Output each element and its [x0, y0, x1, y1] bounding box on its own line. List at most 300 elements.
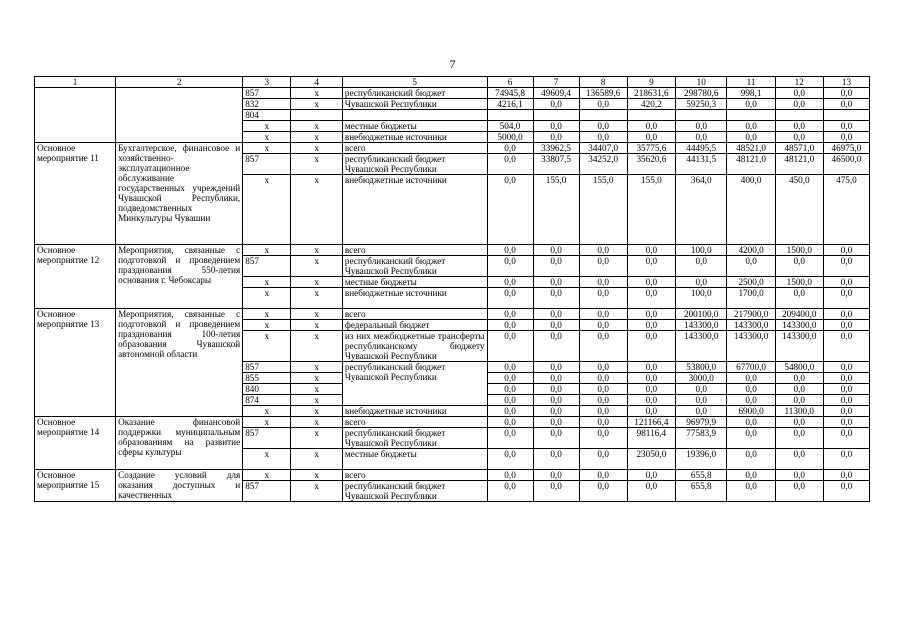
- value-cell: 0,0: [627, 121, 675, 132]
- value-cell: 48571,0: [775, 143, 823, 154]
- table-row: [35, 417, 870, 428]
- value-cell: 77583,9: [675, 428, 727, 449]
- event-desc-cell: [116, 88, 243, 143]
- value-cell: 0,0: [823, 373, 869, 384]
- value-cell: 0,0: [823, 277, 869, 288]
- value-cell: 0,0: [533, 481, 579, 502]
- value-cell: 0,0: [533, 449, 579, 470]
- value-cell: 0,0: [487, 256, 533, 277]
- value-cell: 0,0: [487, 143, 533, 154]
- value-cell: 1500,0: [775, 245, 823, 256]
- source-cell: внебюджетные источники: [342, 406, 487, 417]
- value-cell: 143300,0: [727, 331, 775, 362]
- source-cell: местные бюджеты: [342, 449, 487, 470]
- value-cell: 0,0: [627, 406, 675, 417]
- value-cell: 44495,5: [675, 143, 727, 154]
- source-cell: республиканский бюджет Чувашской Республики: [342, 428, 487, 449]
- value-cell: 121166,4: [627, 417, 675, 428]
- value-cell: 0,0: [487, 449, 533, 470]
- value-cell: 0,0: [823, 309, 869, 320]
- value-cell: 0,0: [775, 481, 823, 502]
- value-cell: 0,0: [487, 245, 533, 256]
- grbs-cell: 804: [243, 110, 291, 121]
- value-cell: 74945,8: [487, 88, 533, 99]
- grbs-cell: x: [243, 470, 291, 481]
- grbs-cell: 857: [243, 256, 291, 277]
- value-cell: 0,0: [579, 373, 627, 384]
- value-cell: 0,0: [775, 121, 823, 132]
- value-cell: 0,0: [487, 384, 533, 395]
- value-cell: 0,0: [775, 373, 823, 384]
- value-cell: 0,0: [533, 384, 579, 395]
- value-cell: 0,0: [579, 320, 627, 331]
- value-cell: 0,0: [727, 481, 775, 502]
- value-cell: 0,0: [823, 470, 869, 481]
- col-header: 10: [675, 77, 727, 88]
- grbs-cell: x: [243, 277, 291, 288]
- value-cell: 0,0: [487, 362, 533, 373]
- value-cell: 0,0: [823, 256, 869, 277]
- value-cell: 143300,0: [775, 320, 823, 331]
- value-cell: 0,0: [627, 470, 675, 481]
- code-cell: x: [291, 417, 343, 428]
- value-cell: 0,0: [627, 320, 675, 331]
- value-cell: 0,0: [727, 121, 775, 132]
- source-cell: республиканский бюджет Чувашской Республики: [342, 362, 487, 406]
- grbs-cell: x: [243, 288, 291, 309]
- value-cell: 217900,0: [727, 309, 775, 320]
- value-cell: 0,0: [775, 470, 823, 481]
- value-cell: 0,0: [579, 481, 627, 502]
- value-cell: 155,0: [533, 175, 579, 245]
- event-name-cell: Основное мероприятие 15: [35, 470, 116, 502]
- code-cell: x: [291, 288, 343, 309]
- source-cell: всего: [342, 417, 487, 428]
- grbs-cell: 855: [243, 373, 291, 384]
- value-cell: 34252,0: [579, 154, 627, 175]
- value-cell: 0,0: [579, 384, 627, 395]
- code-cell: x: [291, 449, 343, 470]
- col-header: 1: [35, 77, 116, 88]
- value-cell: [627, 110, 675, 121]
- value-cell: 0,0: [533, 417, 579, 428]
- value-cell: 0,0: [579, 428, 627, 449]
- event-name-cell: Основное мероприятие 11: [35, 143, 116, 245]
- table-row: [35, 88, 870, 99]
- value-cell: 0,0: [533, 99, 579, 110]
- grbs-cell: x: [243, 143, 291, 154]
- value-cell: 49609,4: [533, 88, 579, 99]
- code-cell: x: [291, 245, 343, 256]
- value-cell: 5000,0: [487, 132, 533, 143]
- value-cell: 1700,0: [727, 288, 775, 309]
- value-cell: 0,0: [823, 245, 869, 256]
- value-cell: 34407,0: [579, 143, 627, 154]
- source-cell: внебюджетные источники: [342, 288, 487, 309]
- event-name-cell: [35, 88, 116, 143]
- value-cell: 0,0: [487, 428, 533, 449]
- value-cell: 0,0: [579, 99, 627, 110]
- value-cell: 3000,0: [675, 373, 727, 384]
- value-cell: [823, 110, 869, 121]
- value-cell: 0,0: [775, 428, 823, 449]
- value-cell: 0,0: [775, 384, 823, 395]
- source-cell: республиканский бюджет: [342, 88, 487, 99]
- code-cell: x: [291, 384, 343, 395]
- value-cell: 96979,9: [675, 417, 727, 428]
- table-row: [35, 245, 870, 256]
- value-cell: 67700,0: [727, 362, 775, 373]
- value-cell: 0,0: [675, 406, 727, 417]
- value-cell: 1500,0: [775, 277, 823, 288]
- col-header: 9: [627, 77, 675, 88]
- value-cell: 0,0: [727, 449, 775, 470]
- value-cell: 0,0: [579, 449, 627, 470]
- value-cell: 143300,0: [727, 320, 775, 331]
- value-cell: 0,0: [727, 428, 775, 449]
- value-cell: 19396,0: [675, 449, 727, 470]
- value-cell: 0,0: [627, 373, 675, 384]
- grbs-cell: 874: [243, 395, 291, 406]
- value-cell: 59250,3: [675, 99, 727, 110]
- value-cell: 0,0: [775, 88, 823, 99]
- code-cell: x: [291, 406, 343, 417]
- grbs-cell: x: [243, 309, 291, 320]
- value-cell: 0,0: [533, 331, 579, 362]
- code-cell: x: [291, 331, 343, 362]
- value-cell: 0,0: [823, 428, 869, 449]
- value-cell: 298780,6: [675, 88, 727, 99]
- budget-table: [34, 76, 870, 502]
- value-cell: 0,0: [533, 362, 579, 373]
- value-cell: 655,8: [675, 470, 727, 481]
- value-cell: 0,0: [775, 256, 823, 277]
- value-cell: 0,0: [627, 256, 675, 277]
- value-cell: 0,0: [487, 470, 533, 481]
- value-cell: 0,0: [533, 288, 579, 309]
- value-cell: [487, 110, 533, 121]
- value-cell: 48121,0: [727, 154, 775, 175]
- value-cell: 0,0: [579, 406, 627, 417]
- code-cell: x: [291, 256, 343, 277]
- grbs-cell: 832: [243, 99, 291, 110]
- value-cell: 0,0: [533, 256, 579, 277]
- value-cell: [533, 110, 579, 121]
- value-cell: 0,0: [775, 417, 823, 428]
- grbs-cell: x: [243, 449, 291, 470]
- value-cell: 100,0: [675, 288, 727, 309]
- value-cell: 136589,6: [579, 88, 627, 99]
- value-cell: 0,0: [627, 277, 675, 288]
- value-cell: 0,0: [579, 245, 627, 256]
- value-cell: 0,0: [627, 331, 675, 362]
- header-row: [35, 77, 870, 88]
- code-cell: x: [291, 121, 343, 132]
- value-cell: 400,0: [727, 175, 775, 245]
- col-header: 7: [533, 77, 579, 88]
- value-cell: 450,0: [775, 175, 823, 245]
- value-cell: 0,0: [823, 481, 869, 502]
- value-cell: 655,8: [675, 481, 727, 502]
- value-cell: 0,0: [533, 132, 579, 143]
- code-cell: x: [291, 309, 343, 320]
- source-cell: внебюджетные источники: [342, 175, 487, 245]
- col-header: 11: [727, 77, 775, 88]
- value-cell: 0,0: [823, 121, 869, 132]
- value-cell: 0,0: [823, 132, 869, 143]
- value-cell: 200100,0: [675, 309, 727, 320]
- col-header: 2: [116, 77, 243, 88]
- value-cell: 0,0: [579, 121, 627, 132]
- value-cell: 0,0: [823, 395, 869, 406]
- table-row: [35, 143, 870, 154]
- value-cell: 0,0: [675, 277, 727, 288]
- source-cell: всего: [342, 245, 487, 256]
- source-cell: [342, 110, 487, 121]
- grbs-cell: 857: [243, 481, 291, 502]
- value-cell: 0,0: [487, 309, 533, 320]
- col-header: 3: [243, 77, 291, 88]
- value-cell: 0,0: [579, 309, 627, 320]
- grbs-cell: 857: [243, 428, 291, 449]
- code-cell: x: [291, 143, 343, 154]
- value-cell: 0,0: [775, 132, 823, 143]
- event-desc-cell: Оказание финансовой поддержки муниципальным образованиям на развитие сферы культуры: [116, 417, 243, 470]
- value-cell: 0,0: [823, 384, 869, 395]
- value-cell: 0,0: [487, 406, 533, 417]
- code-cell: x: [291, 154, 343, 175]
- event-desc-cell: Бухгалтерское, финансовое и хозяйственно-эксплуатационное обслуживание государственных учреждений Чувашской Республики, подведомственных Минкультуры Чувашии: [116, 143, 243, 245]
- code-cell: x: [291, 362, 343, 373]
- value-cell: 35620,6: [627, 154, 675, 175]
- value-cell: [579, 110, 627, 121]
- value-cell: 155,0: [579, 175, 627, 245]
- grbs-cell: 857: [243, 88, 291, 99]
- value-cell: 33962,5: [533, 143, 579, 154]
- value-cell: 0,0: [775, 449, 823, 470]
- value-cell: 0,0: [675, 121, 727, 132]
- value-cell: 998,1: [727, 88, 775, 99]
- source-cell: федеральный бюджет: [342, 320, 487, 331]
- value-cell: 0,0: [675, 395, 727, 406]
- value-cell: 504,0: [487, 121, 533, 132]
- value-cell: 143300,0: [775, 331, 823, 362]
- value-cell: 0,0: [675, 384, 727, 395]
- grbs-cell: x: [243, 245, 291, 256]
- code-cell: x: [291, 88, 343, 99]
- value-cell: 0,0: [823, 288, 869, 309]
- value-cell: 0,0: [579, 395, 627, 406]
- value-cell: 0,0: [487, 288, 533, 309]
- value-cell: 0,0: [579, 132, 627, 143]
- grbs-cell: x: [243, 121, 291, 132]
- value-cell: 475,0: [823, 175, 869, 245]
- grbs-cell: 840: [243, 384, 291, 395]
- value-cell: 0,0: [823, 320, 869, 331]
- value-cell: 0,0: [823, 406, 869, 417]
- value-cell: 0,0: [627, 288, 675, 309]
- code-cell: [291, 110, 343, 121]
- value-cell: 0,0: [533, 277, 579, 288]
- value-cell: 0,0: [823, 331, 869, 362]
- col-header: 5: [342, 77, 487, 88]
- value-cell: 6900,0: [727, 406, 775, 417]
- value-cell: 0,0: [533, 320, 579, 331]
- value-cell: 33807,5: [533, 154, 579, 175]
- code-cell: x: [291, 428, 343, 449]
- value-cell: 0,0: [533, 121, 579, 132]
- value-cell: 4216,1: [487, 99, 533, 110]
- value-cell: 218631,6: [627, 88, 675, 99]
- value-cell: 143300,0: [675, 320, 727, 331]
- value-cell: 100,0: [675, 245, 727, 256]
- table-row: [35, 470, 870, 481]
- grbs-cell: x: [243, 331, 291, 362]
- grbs-cell: x: [243, 175, 291, 245]
- value-cell: 0,0: [579, 256, 627, 277]
- value-cell: 54800,0: [775, 362, 823, 373]
- value-cell: 364,0: [675, 175, 727, 245]
- grbs-cell: x: [243, 320, 291, 331]
- code-cell: x: [291, 175, 343, 245]
- value-cell: 0,0: [579, 331, 627, 362]
- value-cell: 0,0: [487, 481, 533, 502]
- value-cell: 0,0: [487, 395, 533, 406]
- value-cell: 0,0: [533, 395, 579, 406]
- event-name-cell: Основное мероприятие 13: [35, 309, 116, 417]
- value-cell: 0,0: [579, 470, 627, 481]
- grbs-cell: x: [243, 132, 291, 143]
- value-cell: 0,0: [627, 245, 675, 256]
- value-cell: 2500,0: [727, 277, 775, 288]
- value-cell: 0,0: [727, 384, 775, 395]
- grbs-cell: x: [243, 406, 291, 417]
- value-cell: [775, 110, 823, 121]
- value-cell: 420,2: [627, 99, 675, 110]
- value-cell: 0,0: [727, 395, 775, 406]
- value-cell: 209400,0: [775, 309, 823, 320]
- value-cell: 0,0: [627, 309, 675, 320]
- value-cell: 0,0: [579, 417, 627, 428]
- value-cell: 0,0: [627, 395, 675, 406]
- value-cell: 0,0: [487, 154, 533, 175]
- value-cell: 0,0: [487, 277, 533, 288]
- event-desc-cell: Создание условий для оказания доступных и качественных: [116, 470, 243, 502]
- value-cell: 0,0: [579, 288, 627, 309]
- value-cell: [675, 110, 727, 121]
- event-desc-cell: Мероприятия, связанные с подготовкой и проведением празднования 100-летия образования Чувашской автономной области: [116, 309, 243, 417]
- grbs-cell: 857: [243, 362, 291, 373]
- code-cell: x: [291, 320, 343, 331]
- event-desc-cell: Мероприятия, связанные с подготовкой и проведением празднования 550-летия основания г. Чебоксары: [116, 245, 243, 309]
- value-cell: 0,0: [727, 373, 775, 384]
- value-cell: 0,0: [823, 417, 869, 428]
- value-cell: 0,0: [533, 309, 579, 320]
- value-cell: 46500,0: [823, 154, 869, 175]
- value-cell: 0,0: [627, 384, 675, 395]
- source-cell: республиканский бюджет Чувашской Республики: [342, 481, 487, 502]
- value-cell: 0,0: [579, 362, 627, 373]
- col-header: 4: [291, 77, 343, 88]
- value-cell: 48121,0: [775, 154, 823, 175]
- value-cell: [727, 110, 775, 121]
- value-cell: 53800,0: [675, 362, 727, 373]
- value-cell: 0,0: [487, 175, 533, 245]
- value-cell: 0,0: [533, 406, 579, 417]
- value-cell: 46975,0: [823, 143, 869, 154]
- value-cell: 0,0: [533, 470, 579, 481]
- value-cell: 0,0: [823, 99, 869, 110]
- value-cell: 0,0: [675, 256, 727, 277]
- table-row: [35, 309, 870, 320]
- value-cell: 98116,4: [627, 428, 675, 449]
- value-cell: 155,0: [627, 175, 675, 245]
- value-cell: 0,0: [579, 277, 627, 288]
- page-number: 7: [449, 57, 456, 71]
- grbs-cell: x: [243, 417, 291, 428]
- code-cell: x: [291, 481, 343, 502]
- source-cell: из них межбюджетные трансферты республиканскому бюджету Чувашской Республики: [342, 331, 487, 362]
- value-cell: 0,0: [627, 481, 675, 502]
- source-cell: внебюджетные источники: [342, 132, 487, 143]
- value-cell: 0,0: [775, 288, 823, 309]
- value-cell: 0,0: [533, 373, 579, 384]
- source-cell: всего: [342, 470, 487, 481]
- source-cell: местные бюджеты: [342, 277, 487, 288]
- source-cell: всего: [342, 143, 487, 154]
- source-cell: местные бюджеты: [342, 121, 487, 132]
- value-cell: 0,0: [487, 320, 533, 331]
- value-cell: 0,0: [627, 362, 675, 373]
- source-cell: Чувашской Республики: [342, 99, 487, 110]
- value-cell: 0,0: [727, 99, 775, 110]
- col-header: 6: [487, 77, 533, 88]
- value-cell: 0,0: [487, 417, 533, 428]
- value-cell: 0,0: [487, 331, 533, 362]
- value-cell: 0,0: [775, 99, 823, 110]
- code-cell: x: [291, 99, 343, 110]
- value-cell: 0,0: [675, 132, 727, 143]
- value-cell: 23050,0: [627, 449, 675, 470]
- value-cell: 0,0: [533, 245, 579, 256]
- value-cell: 0,0: [727, 256, 775, 277]
- value-cell: 11300,0: [775, 406, 823, 417]
- col-header: 13: [823, 77, 869, 88]
- grbs-cell: 857: [243, 154, 291, 175]
- value-cell: 0,0: [823, 449, 869, 470]
- value-cell: 0,0: [775, 395, 823, 406]
- code-cell: x: [291, 470, 343, 481]
- code-cell: x: [291, 373, 343, 384]
- code-cell: x: [291, 277, 343, 288]
- value-cell: 0,0: [823, 362, 869, 373]
- value-cell: 0,0: [533, 428, 579, 449]
- event-name-cell: Основное мероприятие 14: [35, 417, 116, 470]
- value-cell: 35775,6: [627, 143, 675, 154]
- value-cell: 0,0: [727, 132, 775, 143]
- value-cell: 0,0: [727, 417, 775, 428]
- value-cell: 0,0: [627, 132, 675, 143]
- source-cell: всего: [342, 309, 487, 320]
- value-cell: 4200,0: [727, 245, 775, 256]
- source-cell: республиканский бюджет Чувашской Республики: [342, 256, 487, 277]
- source-cell: республиканский бюджет Чувашской Республики: [342, 154, 487, 175]
- code-cell: x: [291, 132, 343, 143]
- value-cell: 0,0: [487, 373, 533, 384]
- value-cell: 0,0: [823, 88, 869, 99]
- event-name-cell: Основное мероприятие 12: [35, 245, 116, 309]
- value-cell: 48521,0: [727, 143, 775, 154]
